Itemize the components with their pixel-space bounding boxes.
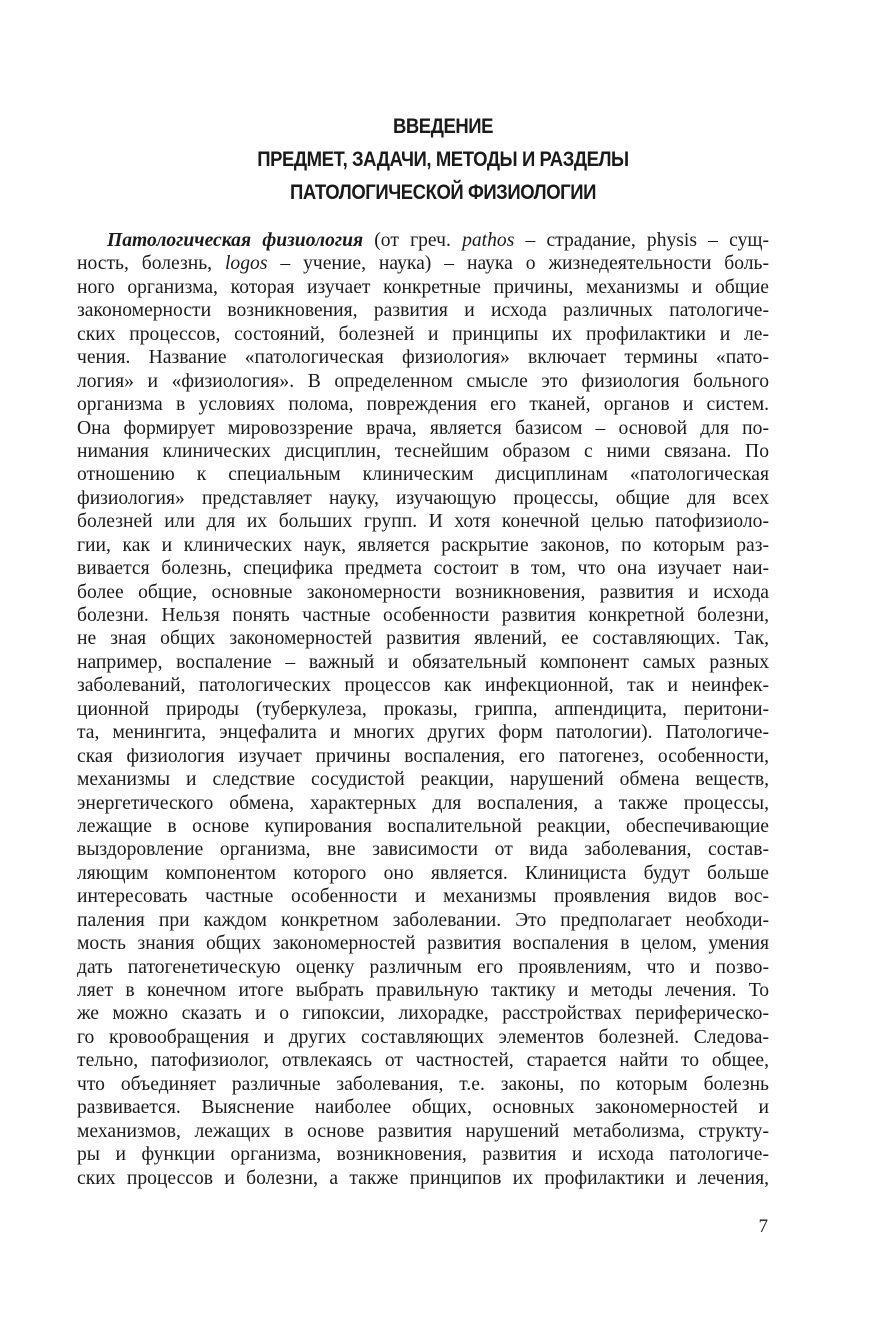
paragraph-line: болезней или для их больших групп. И хотя конечной целью патофизиоло- — [77, 511, 769, 533]
paragraph-line — [77, 252, 769, 275]
paragraph-line: организма в условиях полома, повреждения его тканей, органов и систем. — [77, 394, 769, 416]
paragraph-line: вивается болезнь, специфика предмета состоит в том, что она изучает наи- — [77, 558, 769, 580]
paragraph-first-line — [77, 229, 769, 252]
paragraph-line: же можно сказать и о гипоксии, лихорадке, расстройствах периферическо- — [77, 1003, 769, 1025]
paragraph-line: та, менингита, энцефалита и многих других форм патологии). Патологиче- — [77, 722, 769, 744]
chapter-heading — [62, 110, 824, 209]
paragraph-line: нимания клинических дисциплин, теснейшим образом с ними связана. По — [77, 440, 769, 462]
paragraph-line: заболеваний, патологических процессов как инфекционной, так и неинфек- — [77, 675, 769, 697]
paragraph-line: закономерности возникновения, развития и исхода различных патологиче- — [77, 300, 769, 322]
paragraph-line: паления при каждом конкретном заболевании. Это предполагает необходи- — [77, 909, 769, 931]
paragraph-line: развивается. Выяснение наиболее общих, основных закономерностей и — [77, 1097, 769, 1119]
text-fragment: (от греч. — [363, 230, 463, 251]
paragraph-line: энергетического обмена, характерных для воспаления, а также процессы, — [77, 792, 769, 814]
greek-word-logos: logos — [224, 253, 268, 275]
text-fragment: – учение, наука) – наука о жизнедеятельности боль- — [267, 253, 769, 275]
paragraph-line: механизмы и следствие сосудистой реакции, нарушений обмена веществ, — [77, 769, 769, 791]
paragraph-line: ляет в конечном итоге выбрать правильную тактику и методы лечения. То — [77, 980, 769, 1001]
defined-term: Патологическая физиология — [107, 230, 364, 251]
heading-line-1: ВВЕДЕНИЕ — [392, 114, 494, 138]
paragraph-line: ляющим компонентом которого оно является. Клинициста будут больше — [77, 862, 769, 884]
paragraph-line: лежащие в основе купирования воспалительной реакции, обеспечивающие — [77, 815, 769, 837]
page-number: 7 — [758, 1216, 768, 1237]
body-paragraph — [77, 229, 769, 1190]
paragraph-line: отношению к специальным клиническим дисциплинам «патологическая — [77, 464, 769, 486]
paragraph-line: что объединяет различные заболевания, т.е. законы, по которым болезнь — [77, 1073, 769, 1095]
text-fragment: ность, болезнь, — [77, 253, 225, 275]
paragraph-line: чения. Название «патологическая физиология» включает термины «пато- — [77, 347, 769, 369]
greek-word-pathos: pathos — [462, 230, 515, 251]
paragraph-line: Она формирует мировоззрение врача, является базисом – основой для по- — [77, 417, 769, 439]
paragraph-line: мость знания общих закономерностей развития воспаления в целом, умения — [77, 933, 769, 955]
text-fragment: – страдание, physis – сущ- — [514, 230, 769, 251]
heading-line-3: ПАТОЛОГИЧЕСКОЙ ФИЗИОЛОГИИ — [290, 180, 596, 204]
paragraph-line: гии, как и клинических наук, является раскрытие законов, по которым раз- — [77, 534, 769, 556]
paragraph-line: механизмов, лежащих в основе развития нарушений метаболизма, структу- — [77, 1120, 769, 1142]
paragraph-line: го кровообращения и других составляющих элементов болезней. Следова- — [77, 1026, 769, 1048]
paragraph-line: ских процессов и болезни, а также принципов их профилактики и лечения, — [77, 1167, 769, 1189]
paragraph-line: например, воспаление – важный и обязательный компонент самых разных — [77, 651, 769, 673]
paragraph-line: логия» и «физиология». В определенном смысле это физиология больного — [77, 370, 769, 392]
paragraph-line: болезни. Нельзя понять частные особенности развития конкретной болезни, — [77, 605, 769, 626]
paragraph-line: физиология» представляет науку, изучающую процессы, общие для всех — [77, 487, 769, 509]
paragraph-line: дать патогенетическую оценку различным его проявлениям, что и позво- — [77, 956, 769, 978]
paragraph-line: ских процессов, состояний, болезней и принципы их профилактики и ле- — [77, 323, 769, 345]
paragraph-line: более общие, основные закономерности возникновения, развития и исхода — [77, 581, 769, 603]
paragraph-line: выздоровление организма, вне зависимости от вида заболевания, состав- — [77, 839, 769, 861]
paragraph-line: интересовать частные особенности и механизмы проявления видов вос- — [77, 886, 769, 908]
paragraph-line: ционной природы (туберкулеза, проказы, гриппа, аппендицита, перитони- — [77, 698, 769, 720]
paragraph-line: не зная общих закономерностей развития явлений, ее составляющих. Так, — [77, 628, 769, 650]
heading-line-2: ПРЕДМЕТ, ЗАДАЧИ, МЕТОДЫ И РАЗДЕЛЫ — [257, 147, 629, 171]
paragraph-line: ного организма, которая изучает конкретные причины, механизмы и общие — [77, 276, 769, 298]
paragraph-line: ры и функции организма, возникновения, развития и исхода патологиче- — [77, 1144, 769, 1166]
paragraph-line: тельно, патофизиолог, отвлекаясь от частностей, старается найти то общее, — [77, 1050, 769, 1072]
paragraph-line: ская физиология изучает причины воспаления, его патогенез, особенности, — [77, 745, 769, 767]
